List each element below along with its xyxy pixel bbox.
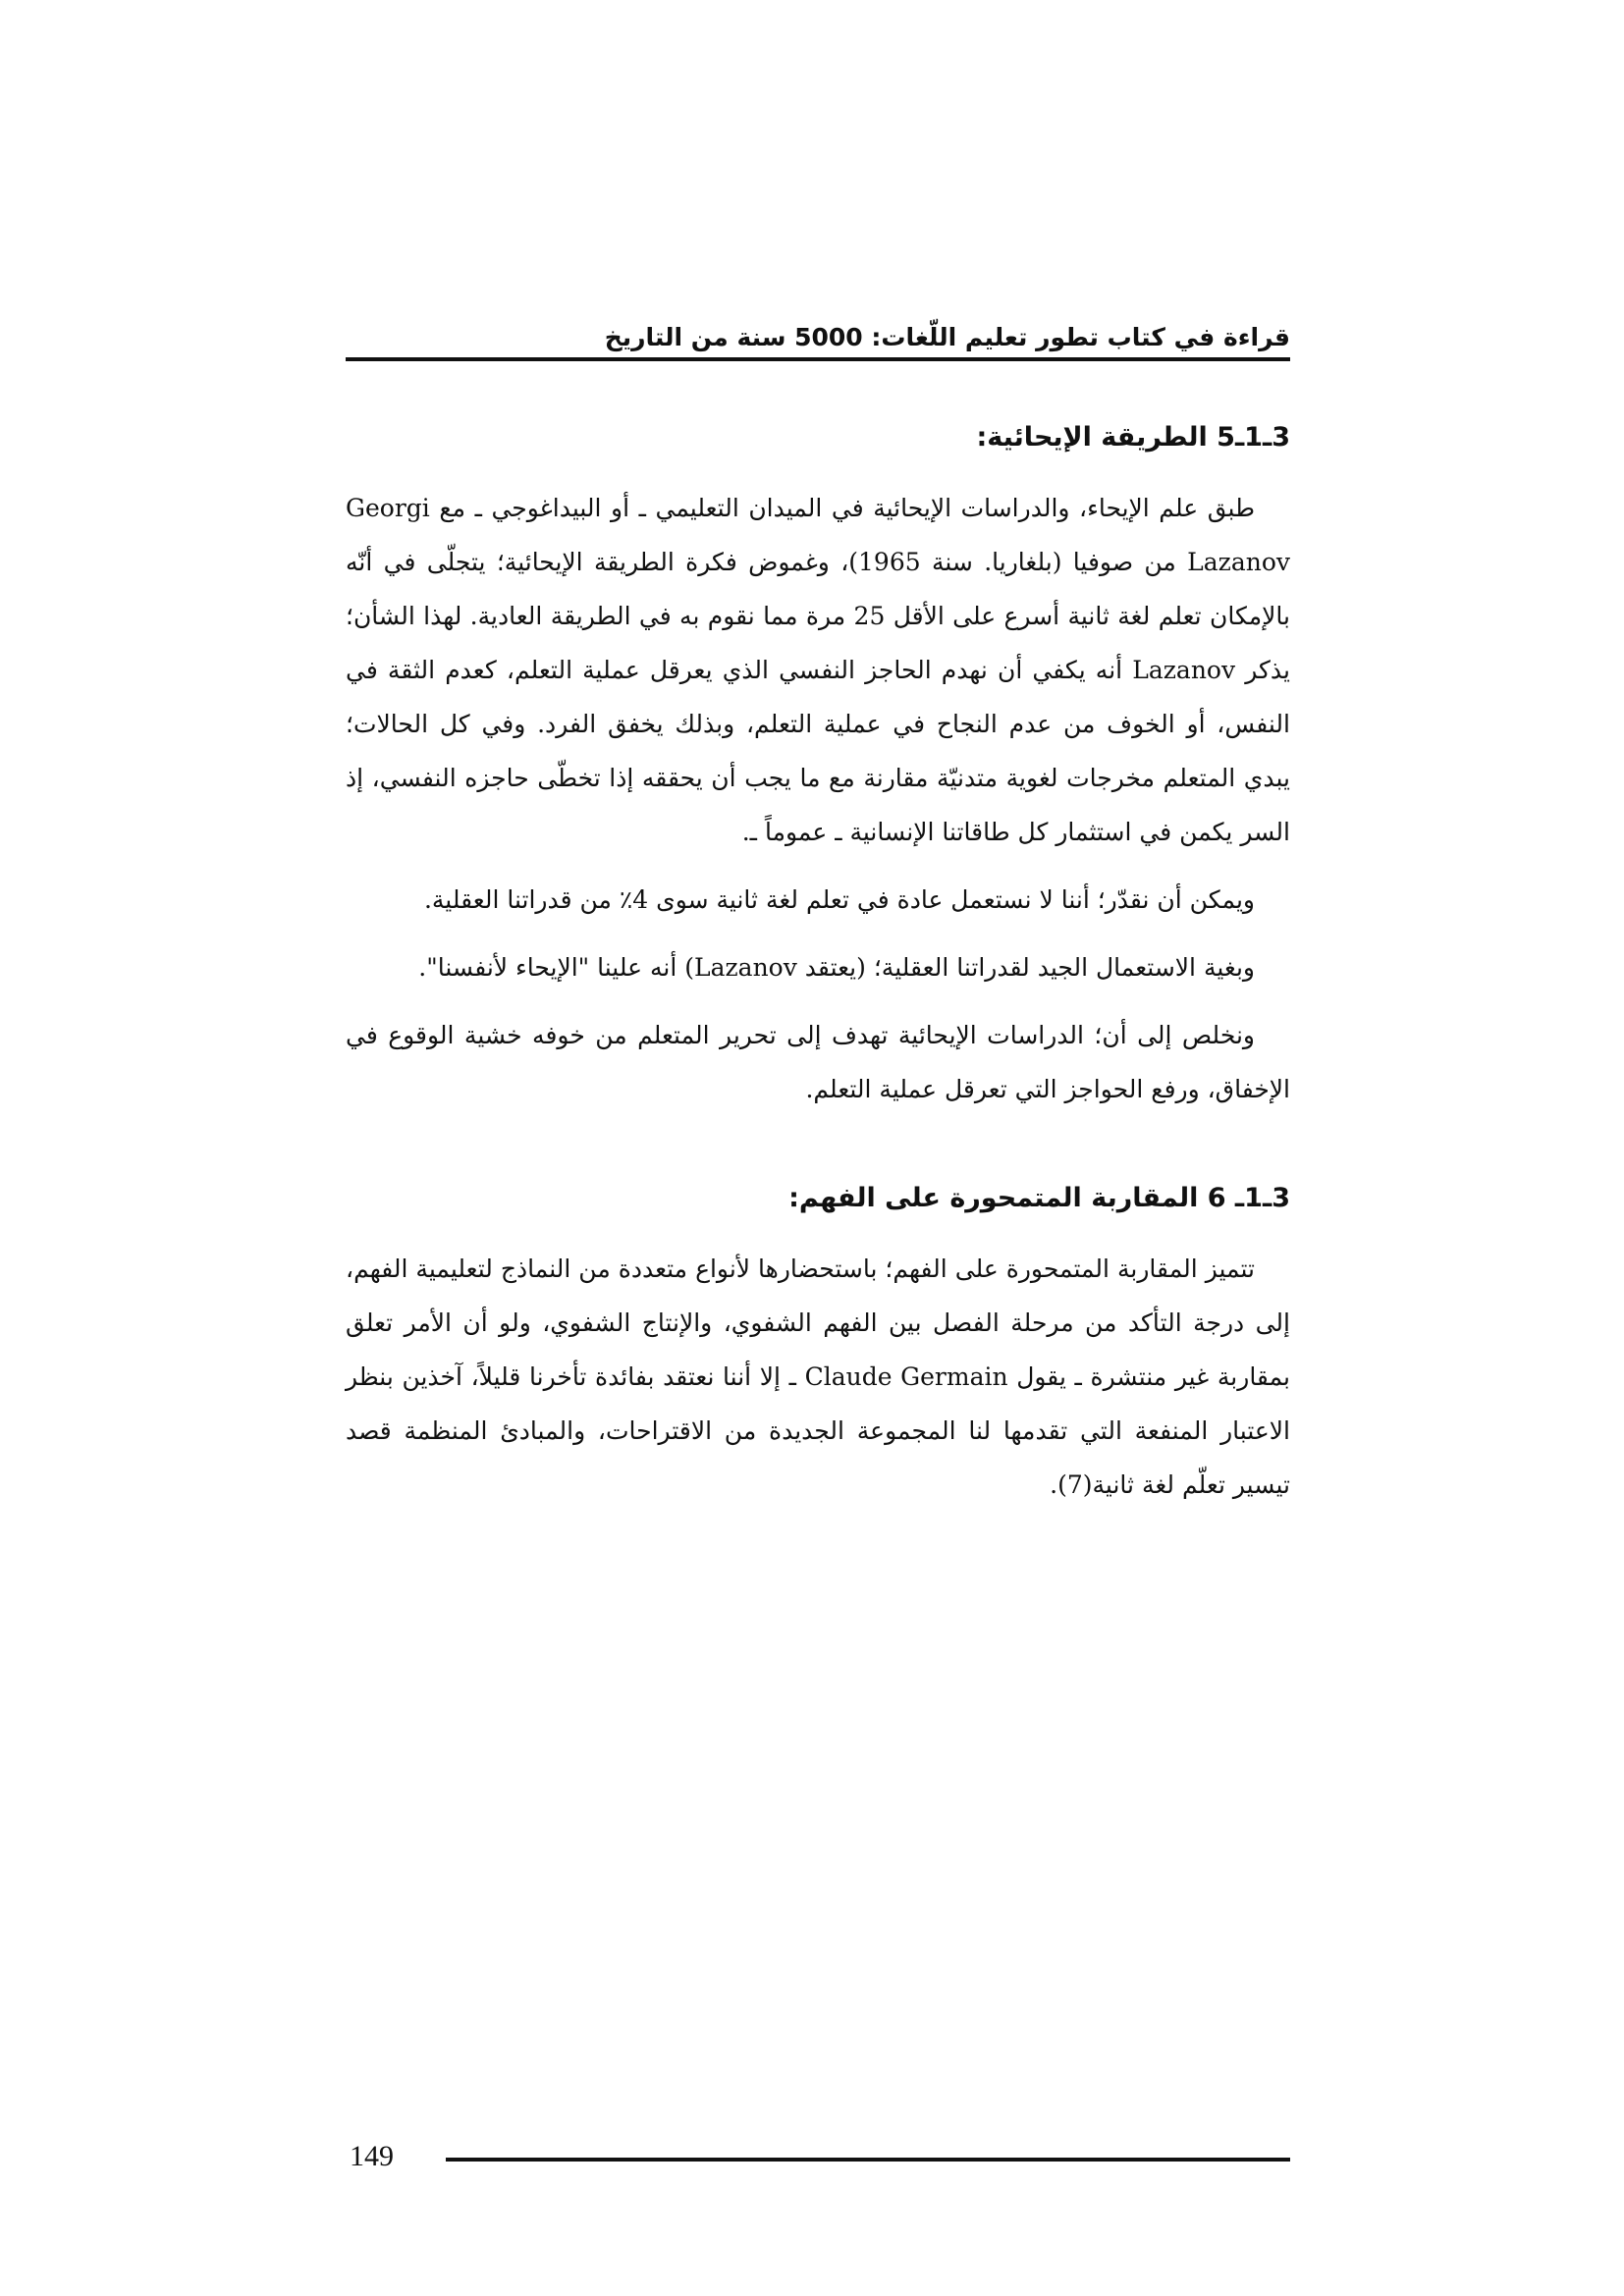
body-paragraph: وبغية الاستعمال الجيد لقدراتنا العقلية؛ (يعتقد Lazanov) أنه علينا "الإيحاء لأنفسنا". bbox=[418, 953, 1255, 982]
section-heading-suggestive-method: 3ـ1ـ5 الطريقة الإيحائية: bbox=[976, 422, 1290, 453]
running-title: قراءة في كتاب تطور تعليم اللّغات: 5000 سنة من التاريخ bbox=[604, 323, 1290, 351]
page-body bbox=[346, 410, 1290, 1525]
body-paragraph: ويمكن أن نقدّر؛ أننا لا نستعمل عادة في تعلم لغة ثانية سوى 4٪ من قدراتنا العقلية. bbox=[423, 885, 1255, 914]
footer-rule bbox=[446, 2158, 1290, 2162]
body-paragraph: ونخلص إلى أن؛ الدراسات الإيحائية تهدف إلى تحرير المتعلم من خوفه خشية الوقوع في الإخفاق، ورفع الحواجز التي تعرقل عملية التعلم. bbox=[346, 1021, 1290, 1103]
body-paragraph: طبق علم الإيحاء، والدراسات الإيحائية في الميدان التعليمي ـ أو البيداغوجي ـ مع Georgi Lazanov من صوفيا (بلغاريا. سنة 1965)، وغموض فكرة الطريقة الإيحائية؛ يتجلّى في أنّه بالإمكان تعلم لغة ثانية أسرع على الأقل 25 مرة مما نقوم به في الطريقة العادية. لهذا الشأن؛ يذكر Lazanov أنه يكفي أن نهدم الحاجز النفسي الذي يعرقل عملية التعلم، كعدم الثقة في النفس، أو الخوف من عدم النجاح في عملية التعلم، وبذلك يخفق الفرد. وفي كل الحالات؛ يبدي المتعلم مخرجات لغوية متدنيّة مقارنة مع ما يجب أن يحققه إذا تخطّى حاجزه النفسي، إذ السر يكمن في استثمار كل طاقاتنا الإنسانية ـ عموماً ـ. bbox=[346, 494, 1291, 846]
page-header bbox=[346, 312, 1290, 361]
page-number: 149 bbox=[350, 2140, 394, 2172]
body-paragraph: تتميز المقاربة المتمحورة على الفهم؛ باستحضارها لأنواع متعددة من النماذج لتعليمية الفهم، إلى درجة التأكد من مرحلة الفصل بين الفهم الشفوي، والإنتاج الشفوي، ولو أن الأمر تعلق بمقاربة غير منتشرة ـ يقول Claude Germain ـ إلا أننا نعتقد بفائدة تأخرنا قليلاً، آخذين بنظر الاعتبار المنفعة التي تقدمها لنا المجموعة الجديدة من الاقتراحات، والمبادئ المنظمة قصد تيسير تعلّم لغة ثانية(7). bbox=[346, 1255, 1290, 1499]
page-footer bbox=[346, 2138, 1290, 2177]
section-heading-comprehension-approach: 3ـ1ـ 6 المقاربة المتمحورة على الفهم: bbox=[788, 1183, 1290, 1213]
